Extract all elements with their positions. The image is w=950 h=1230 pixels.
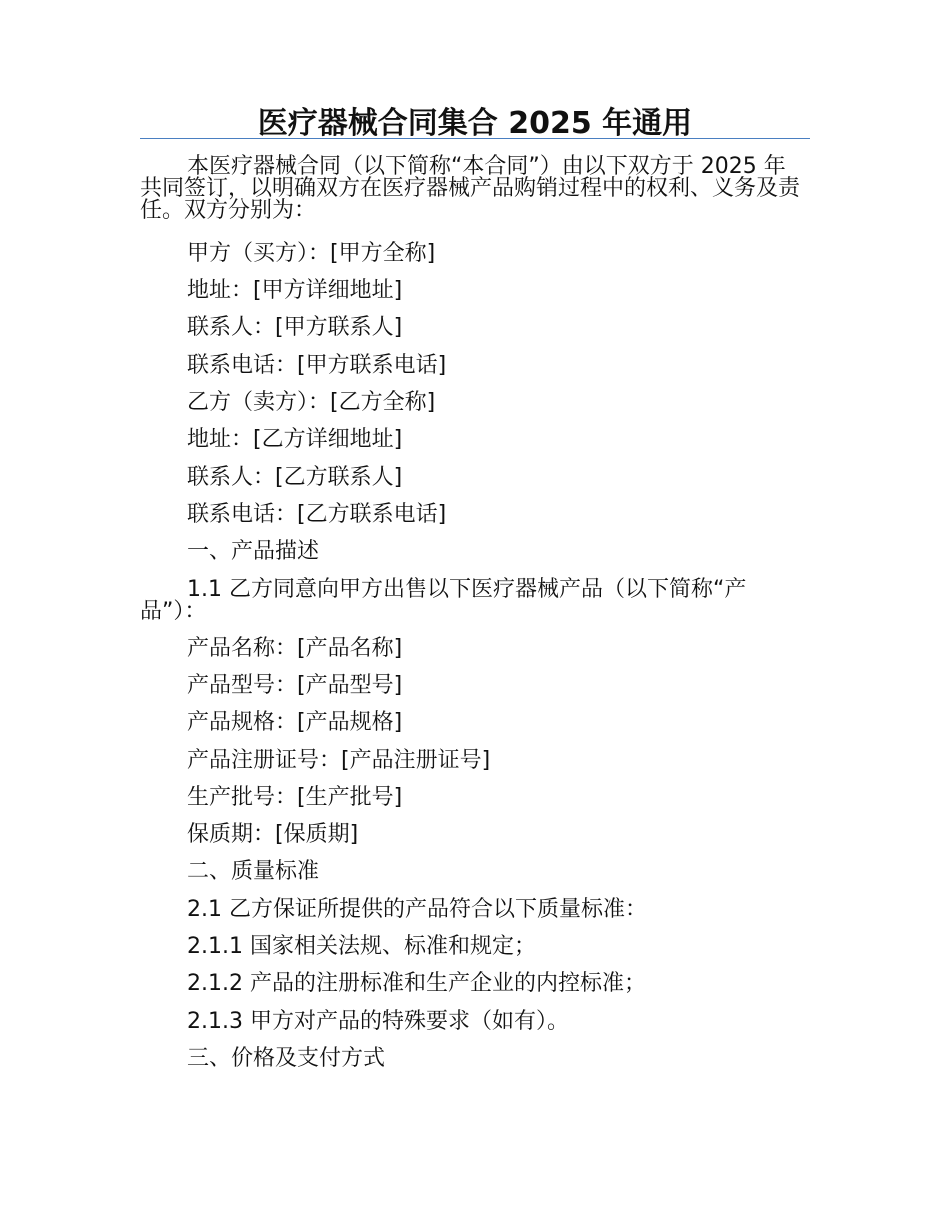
- clause-2-1-1-line: 2.1.1 国家相关法规、标准和规定；: [187, 934, 536, 959]
- party-a-address-line: 地址：[甲方详细地址]: [187, 278, 403, 303]
- section-1-heading: 一、产品描述: [187, 539, 320, 564]
- clause-2-1-2-line: 2.1.2 产品的注册标准和生产企业的内控标准；: [187, 971, 646, 996]
- party-b-phone-line: 联系电话：[乙方联系电话]: [187, 502, 447, 527]
- clause-1-1-paragraph: 1.1 乙方同意向甲方出售以下医疗器械产品（以下简称“产品”）：: [140, 577, 747, 624]
- party-b-address-line: 地址：[乙方详细地址]: [187, 427, 403, 452]
- party-a-name-line: 甲方（买方）：[甲方全称]: [187, 241, 436, 266]
- section-2-heading: 二、质量标准: [187, 859, 320, 884]
- title-underline: [140, 138, 810, 139]
- party-a-phone-line: 联系电话：[甲方联系电话]: [187, 353, 447, 378]
- clause-2-1-line: 2.1 乙方保证所提供的产品符合以下质量标准：: [187, 897, 647, 922]
- shelf-life-line: 保质期：[保质期]: [187, 822, 359, 847]
- section-3-heading: 三、价格及支付方式: [187, 1046, 386, 1071]
- party-a-contact-line: 联系人：[甲方联系人]: [187, 315, 403, 340]
- product-model-line: 产品型号：[产品型号]: [187, 673, 403, 698]
- party-b-contact-line: 联系人：[乙方联系人]: [187, 465, 403, 490]
- intro-paragraph: 本医疗器械合同（以下简称“本合同”）由以下双方于 2025 年共同签订，以明确双方在医疗器械产品购销过程中的权利、义务及责任。双方分别为：: [140, 154, 801, 223]
- document-title: 医疗器械合同集合 2025 年通用: [257, 106, 693, 141]
- product-name-line: 产品名称：[产品名称]: [187, 636, 403, 661]
- product-registration-line: 产品注册证号：[产品注册证号]: [187, 748, 491, 773]
- clause-2-1-3-line: 2.1.3 甲方对产品的特殊要求（如有）。: [187, 1009, 569, 1034]
- batch-number-line: 生产批号：[生产批号]: [187, 785, 403, 810]
- product-spec-line: 产品规格：[产品规格]: [187, 710, 403, 735]
- party-b-name-line: 乙方（卖方）：[乙方全称]: [187, 390, 436, 415]
